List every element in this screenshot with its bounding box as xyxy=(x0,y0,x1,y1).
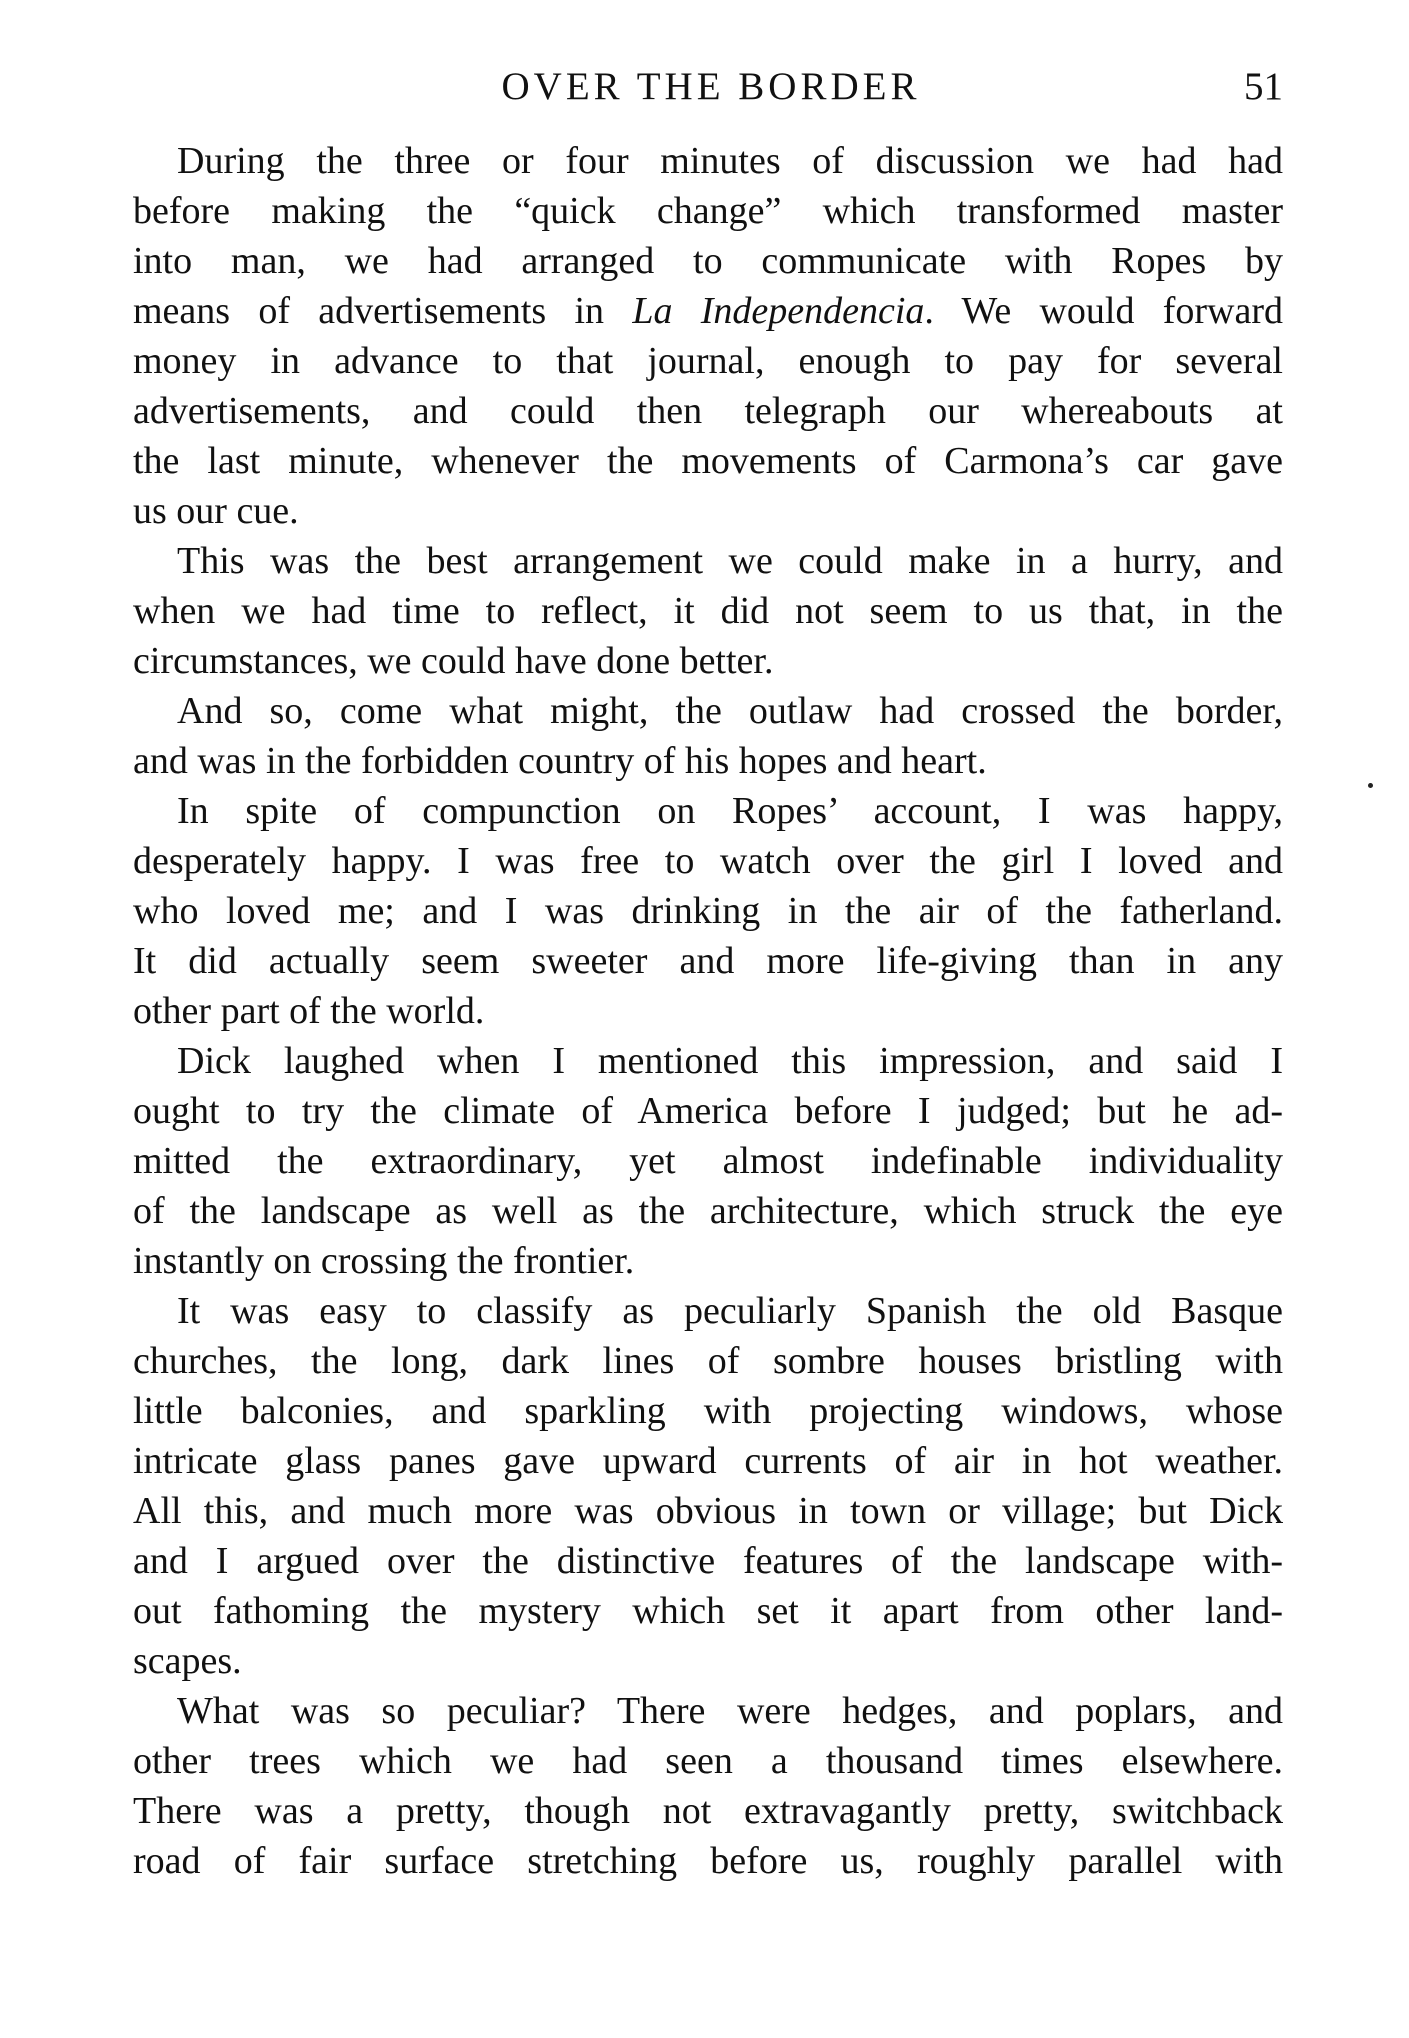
paragraph-3 xyxy=(133,686,1283,786)
newspaper-title-italic: La Independencia xyxy=(632,290,925,332)
text-line: of the landscape as well as the architecture, which struck the eye xyxy=(133,1190,1283,1232)
text-line: advertisements, and could then telegraph our whereabouts at xyxy=(133,390,1283,432)
text-line: desperately happy. I was free to watch over the girl I loved and xyxy=(133,840,1283,882)
paragraph-2 xyxy=(133,536,1283,686)
page-number: 51 xyxy=(1244,65,1283,108)
text-line: other part of the world. xyxy=(133,990,485,1032)
text-line: During the three or four minutes of discussion we had had xyxy=(177,140,1283,182)
text-line: circumstances, we could have done better. xyxy=(133,640,774,682)
text-line: ought to try the climate of America before I judged; but he ad- xyxy=(133,1090,1283,1132)
text-line: scapes. xyxy=(133,1640,242,1682)
text-line: mitted the extraordinary, yet almost indefinable individuality xyxy=(133,1140,1283,1182)
text-line: before making the “quick change” which transformed master xyxy=(133,190,1283,232)
text-line: us our cue. xyxy=(133,490,299,532)
paragraph-5 xyxy=(133,1036,1283,1286)
text-line: into man, we had arranged to communicate with Ropes by xyxy=(133,240,1283,282)
text-line: There was a pretty, though not extravagantly pretty, switchback xyxy=(133,1790,1283,1832)
text-line: It was easy to classify as peculiarly Spanish the old Basque xyxy=(177,1290,1283,1332)
text-line: Dick laughed when I mentioned this impression, and said I xyxy=(177,1040,1283,1082)
text-line: instantly on crossing the frontier. xyxy=(133,1240,635,1282)
text-line: road of fair surface stretching before us, roughly parallel with xyxy=(133,1840,1283,1882)
text-fragment: . We would forward xyxy=(924,290,1284,332)
scan-speck xyxy=(1368,783,1373,788)
text-line: And so, come what might, the outlaw had crossed the border, xyxy=(177,690,1283,732)
body-text xyxy=(133,136,1283,1886)
running-head xyxy=(133,62,1283,112)
text-line: This was the best arrangement we could make in a hurry, and xyxy=(177,540,1283,582)
text-line-with-italic xyxy=(133,286,1283,336)
text-line: who loved me; and I was drinking in the air of the fatherland. xyxy=(133,890,1283,932)
text-line: and I argued over the distinctive features of the landscape with- xyxy=(133,1540,1283,1582)
paragraph-6 xyxy=(133,1286,1283,1686)
text-line: when we had time to reflect, it did not seem to us that, in the xyxy=(133,590,1283,632)
text-line: All this, and much more was obvious in town or village; but Dick xyxy=(133,1490,1283,1532)
text-line: It did actually seem sweeter and more life-giving than in any xyxy=(133,940,1283,982)
text-line: the last minute, whenever the movements of Carmona’s car gave xyxy=(133,440,1283,482)
text-line: intricate glass panes gave upward currents of air in hot weather. xyxy=(133,1440,1283,1482)
text-line: and was in the forbidden country of his hopes and heart. xyxy=(133,740,987,782)
text-line: churches, the long, dark lines of sombre houses bristling with xyxy=(133,1340,1283,1382)
text-line: money in advance to that journal, enough to pay for several xyxy=(133,340,1283,382)
text-line: little balconies, and sparkling with projecting windows, whose xyxy=(133,1390,1283,1432)
running-title: OVER THE BORDER xyxy=(501,65,921,108)
text-line: In spite of compunction on Ropes’ account, I was happy, xyxy=(177,790,1283,832)
text-fragment: means of advertisements in xyxy=(133,290,633,332)
text-line: other trees which we had seen a thousand times elsewhere. xyxy=(133,1740,1283,1782)
text-line: What was so peculiar? There were hedges, and poplars, and xyxy=(177,1690,1283,1732)
paragraph-1 xyxy=(133,136,1283,536)
paragraph-7 xyxy=(133,1686,1283,1886)
text-line: out fathoming the mystery which set it apart from other land- xyxy=(133,1590,1283,1632)
paragraph-4 xyxy=(133,786,1283,1036)
